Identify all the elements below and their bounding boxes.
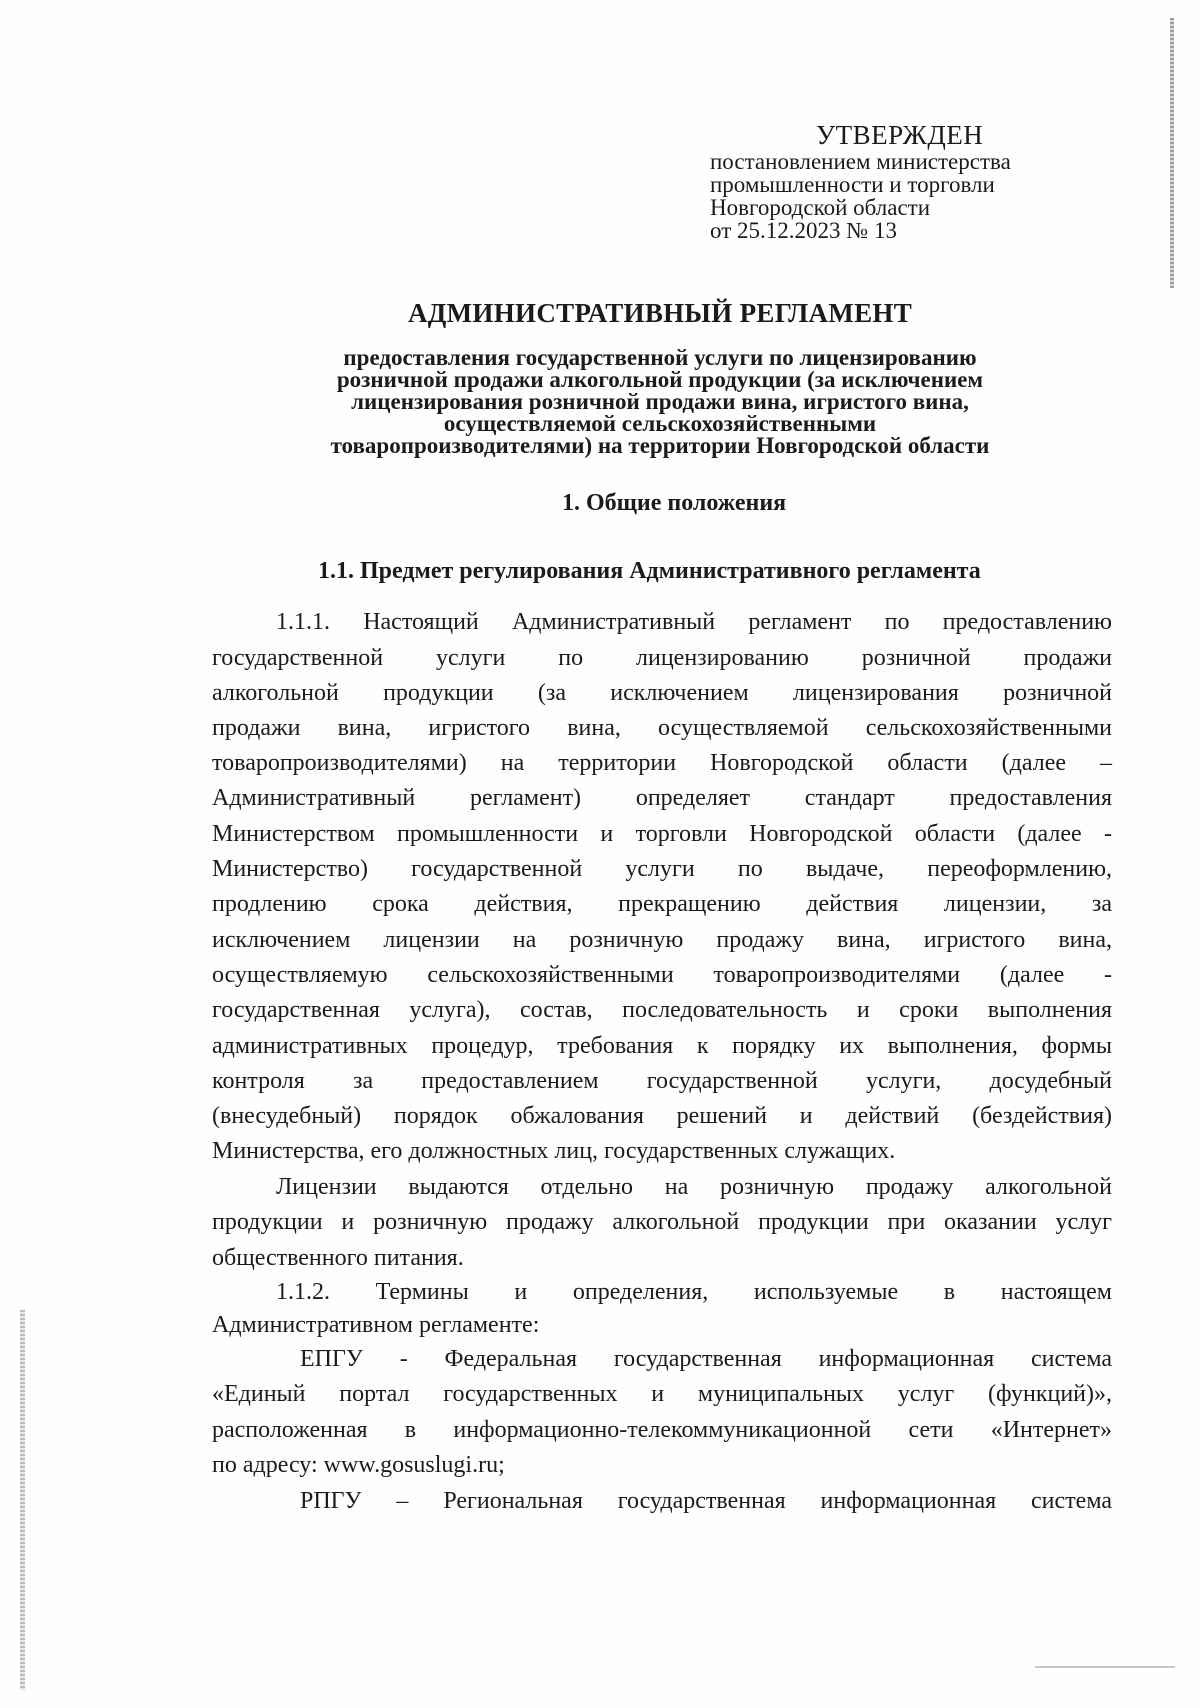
scan-edge-bottom <box>1035 1666 1175 1668</box>
body-line: административных процедур, требования к порядку их выполнения, формы <box>212 1033 1112 1059</box>
approval-line: Новгородской области <box>710 195 931 220</box>
body-line: Лицензии выдаются отдельно на розничную продажу алкогольной <box>276 1174 1112 1200</box>
document-subtitle-line: лицензирования розничной продажи вина, игристого вина, <box>351 389 969 414</box>
body-line: контроля за предоставлением государственной услуги, досудебный <box>212 1068 1112 1094</box>
document-subtitle-line: розничной продажи алкогольной продукции (за исключением <box>336 367 984 392</box>
body-line: государственная услуга), состав, последовательность и сроки выполнения <box>212 997 1112 1023</box>
subsection-heading: 1.1. Предмет регулирования Административного регламента <box>318 558 981 584</box>
approval-line: промышленности и торговли <box>710 172 995 197</box>
body-line: по адресу: www.gosuslugi.ru; <box>212 1452 505 1478</box>
body-line: продукции и розничную продажу алкогольной продукции при оказании услуг <box>212 1209 1112 1235</box>
body-line: Административном регламенте: <box>212 1312 540 1338</box>
body-line: Министерства, его должностных лиц, государственных служащих. <box>212 1138 896 1164</box>
body-line: Административный регламент) определяет стандарт предоставления <box>212 785 1112 811</box>
body-line: продажи вина, игристого вина, осуществляемой сельскохозяйственными <box>212 715 1112 741</box>
approval-title: УТВЕРЖДЕН <box>816 120 984 150</box>
body-line: 1.1.1. Настоящий Административный регламент по предоставлению <box>276 609 1112 635</box>
scan-edge-left <box>20 1310 25 1690</box>
document-subtitle-line: предоставления государственной услуги по лицензированию <box>343 345 977 370</box>
body-line: общественного питания. <box>212 1245 464 1271</box>
body-line: продлению срока действия, прекращению действия лицензии, за <box>212 891 1112 917</box>
approval-line: постановлением министерства <box>710 149 1011 174</box>
section-heading: 1. Общие положения <box>562 490 787 516</box>
body-line: Министерством промышленности и торговли Новгородской области (далее - <box>212 821 1112 847</box>
document-subtitle-line: осуществляемой сельскохозяйственными <box>443 411 877 436</box>
document-title: АДМИНИСТРАТИВНЫЙ РЕГЛАМЕНТ <box>407 298 913 328</box>
body-line: алкогольной продукции (за исключением лицензирования розничной <box>212 680 1112 706</box>
body-line: ЕПГУ - Федеральная государственная информационная система <box>300 1346 1112 1372</box>
approval-line: от 25.12.2023 № 13 <box>710 218 897 243</box>
scan-edge-right <box>1170 18 1174 288</box>
body-line: Министерство) государственной услуги по выдаче, переоформлению, <box>212 856 1112 882</box>
title-block <box>260 298 1060 458</box>
body-line: (внесудебный) порядок обжалования решений и действий (бездействия) <box>212 1103 1112 1129</box>
body-line: осуществляемую сельскохозяйственными товаропроизводителями (далее - <box>212 962 1112 988</box>
body-line: исключением лицензии на розничную продажу вина, игристого вина, <box>212 927 1112 953</box>
document-subtitle-line: товаропроизводителями) на территории Новгородской области <box>330 433 990 458</box>
body-line: расположенная в информационно-телекоммуникационной сети «Интернет» <box>212 1417 1112 1443</box>
body-line: 1.1.2. Термины и определения, используемые в настоящем <box>276 1279 1112 1305</box>
body-line: РПГУ – Региональная государственная информационная система <box>300 1488 1112 1514</box>
body-line: государственной услуги по лицензированию розничной продажи <box>212 645 1112 671</box>
body-line: товаропроизводителями) на территории Новгородской области (далее – <box>212 750 1112 776</box>
body-line: «Единый портал государственных и муниципальных услуг (функций)», <box>212 1381 1112 1407</box>
